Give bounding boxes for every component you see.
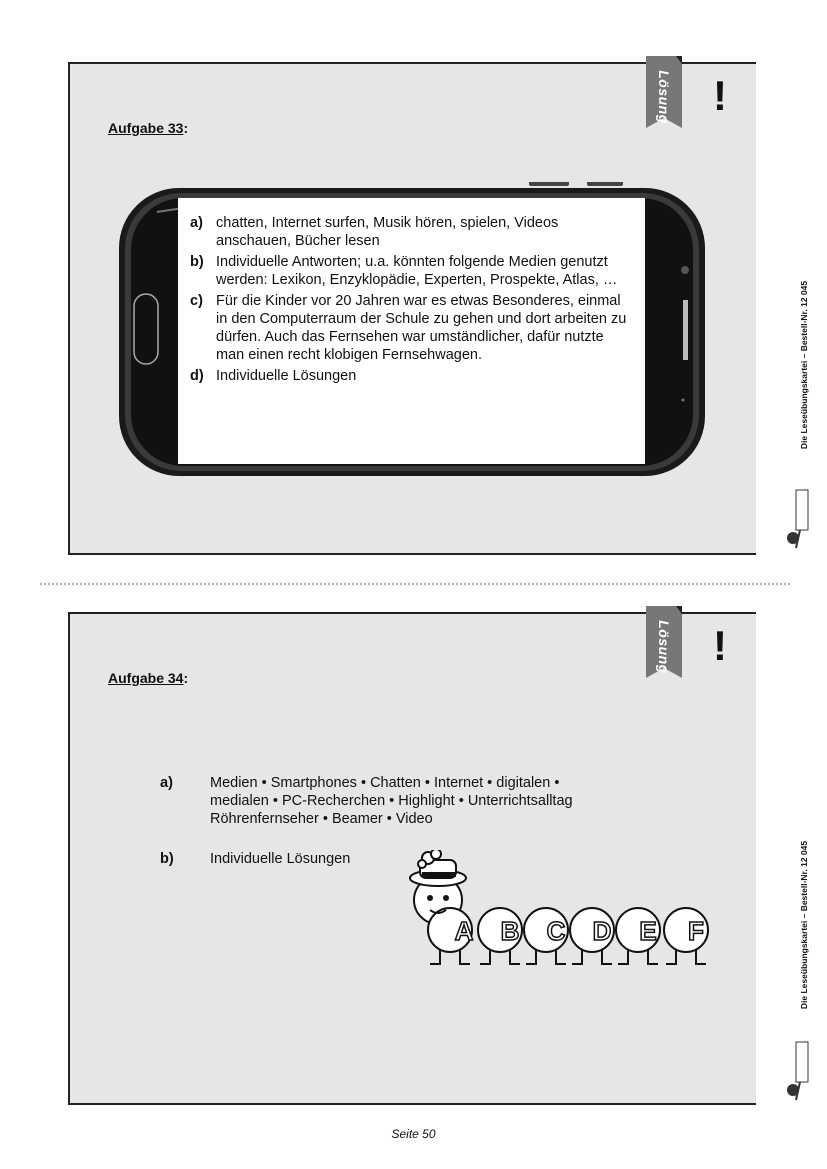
solution-card-33 — [68, 62, 756, 555]
caterpillar-letter: F — [688, 916, 704, 946]
side-order-text: Die Leseübungskartei – Bestell-Nr. 12 045 — [799, 840, 809, 1010]
exclamation-mark: ! — [713, 622, 727, 669]
answer-item: b) Individuelle Antworten; u.a. könnten folgende Medien genutzt werden: Lexikon, Enzyklopädie, Experten, Prospekte, Atlas, … — [190, 254, 618, 288]
answer-item: d) Individuelle Lösungen — [190, 368, 357, 384]
caterpillar-letter: E — [639, 916, 657, 946]
publisher-logo — [786, 488, 812, 550]
caterpillar-illustration — [406, 850, 726, 978]
caterpillar-letter: A — [454, 916, 474, 946]
publisher-logo — [786, 1040, 812, 1102]
page-number: Seite 50 — [391, 1127, 436, 1141]
caterpillar-letter: C — [546, 916, 566, 946]
phone-screen — [178, 198, 645, 464]
side-order-text: Die Leseübungskartei – Bestell-Nr. 12 045 — [799, 280, 809, 450]
answer-item: a) Medien • Smartphones • Chatten • Internet • digitalen • medialen • PC-Recherchen • Highlight • Unterrichtsalltag Röhrenfernseher • Beamer • Video — [160, 775, 573, 827]
answer-item: a) chatten, Internet surfen, Musik hören, spielen, Videos anschauen, Bücher lesen — [190, 215, 559, 249]
ribbon-label: Lösung — [656, 620, 673, 674]
caterpillar-letter: D — [592, 916, 612, 946]
cut-line — [40, 583, 790, 585]
task-title: Aufgabe 33: — [108, 120, 189, 136]
task-title: Aufgabe 34: — [108, 670, 189, 686]
answer-item: c) Für die Kinder vor 20 Jahren war es etwas Besonderes, einmal in den Computerraum der Schule zu gehen und dort arbeiten zu dürfen. Auch das Fernsehen war umständlicher, dafür nutzte man einen recht klobigen Fernsehwagen. — [190, 293, 627, 363]
exclamation-mark: ! — [713, 72, 727, 119]
caterpillar-letter: B — [500, 916, 520, 946]
ribbon-label: Lösung — [656, 70, 673, 124]
answer-item: b) Individuelle Lösungen — [160, 851, 351, 867]
